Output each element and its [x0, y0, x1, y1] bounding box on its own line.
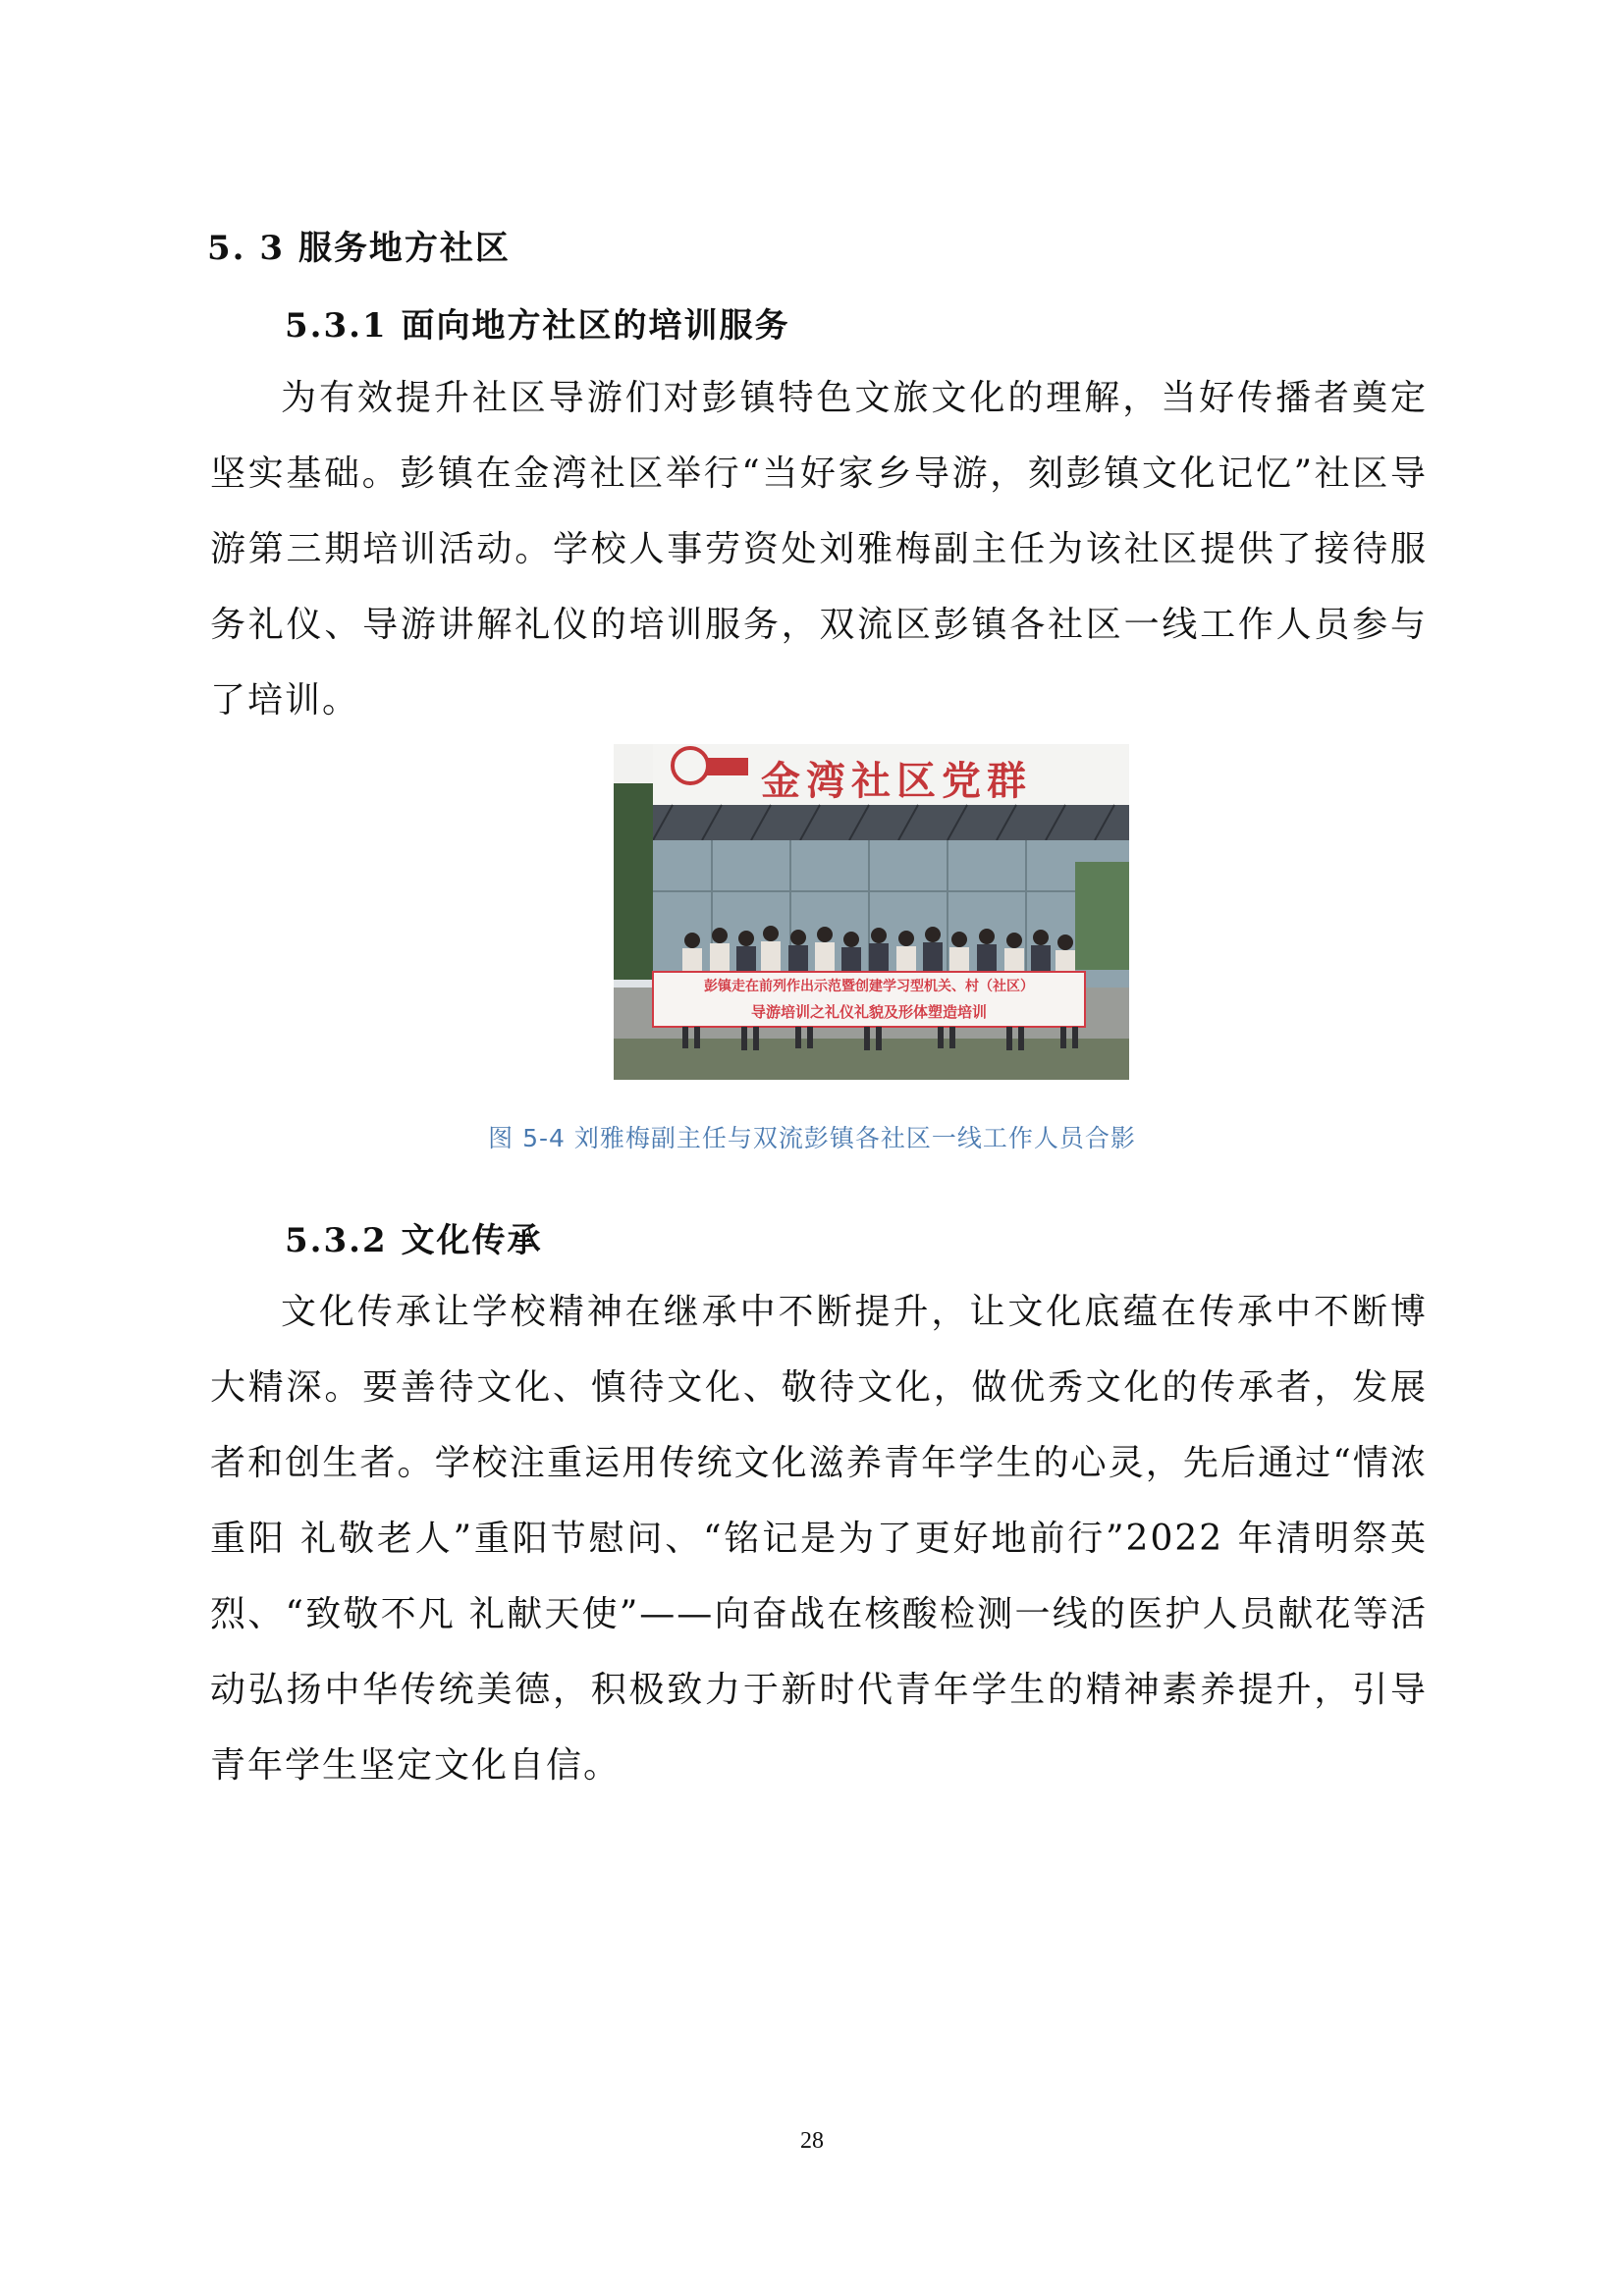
subsection-heading-culture: 5.3.2 文化传承 [285, 1221, 543, 1260]
banner-line-2: 导游培训之礼仪礼貌及形体塑造培训 [750, 1003, 987, 1021]
subsection-heading-training: 5.3.1 面向地方社区的培训服务 [285, 306, 790, 346]
figure-caption: 图 5-4 刘雅梅副主任与双流彭镇各社区一线工作人员合影 [488, 1124, 1136, 1152]
section-heading: 5. 3 服务地方社区 [207, 229, 511, 268]
banner-line-1: 彭镇走在前列作出示范暨创建学习型机关、村（社区） [704, 979, 1034, 994]
group-photo [614, 744, 1129, 1080]
paragraph-culture-text: 文化传承让学校精神在继承中不断提升，让文化底蕴在传承中不断博大精深。要善待文化、慎待文化、敬待文化，做优秀文化的传承者，发展者和创生者。学校注重运用传统文化滋养青年学生的心灵，先后通过“情浓重阳 礼敬老人”重阳节慰问、“铭记是为了更好地前行”2022 年清明祭英烈、“致敬不凡 礼献天使”——向奋战在核酸检测一线的医护人员献花等活动弘扬中华传统美德，积极致力于新时代青年学生的精神素养提升，引导青年学生坚定文化自信。 [210, 1292, 1428, 1786]
building-sign-text: 金湾社区党群 [761, 758, 1032, 804]
paragraph-training [210, 360, 1428, 738]
paragraph-culture [210, 1274, 1428, 1803]
page-number: 28 [800, 2128, 824, 2154]
paragraph-training-text: 为有效提升社区导游们对彭镇特色文旅文化的理解，当好传播者奠定坚实基础。彭镇在金湾社区举行“当好家乡导游，刻彭镇文化记忆”社区导游第三期培训活动。学校人事劳资处刘雅梅副主任为该社区提供了接待服务礼仪、导游讲解礼仪的培训服务，双流区彭镇各社区一线工作人员参与了培训。 [210, 378, 1428, 721]
